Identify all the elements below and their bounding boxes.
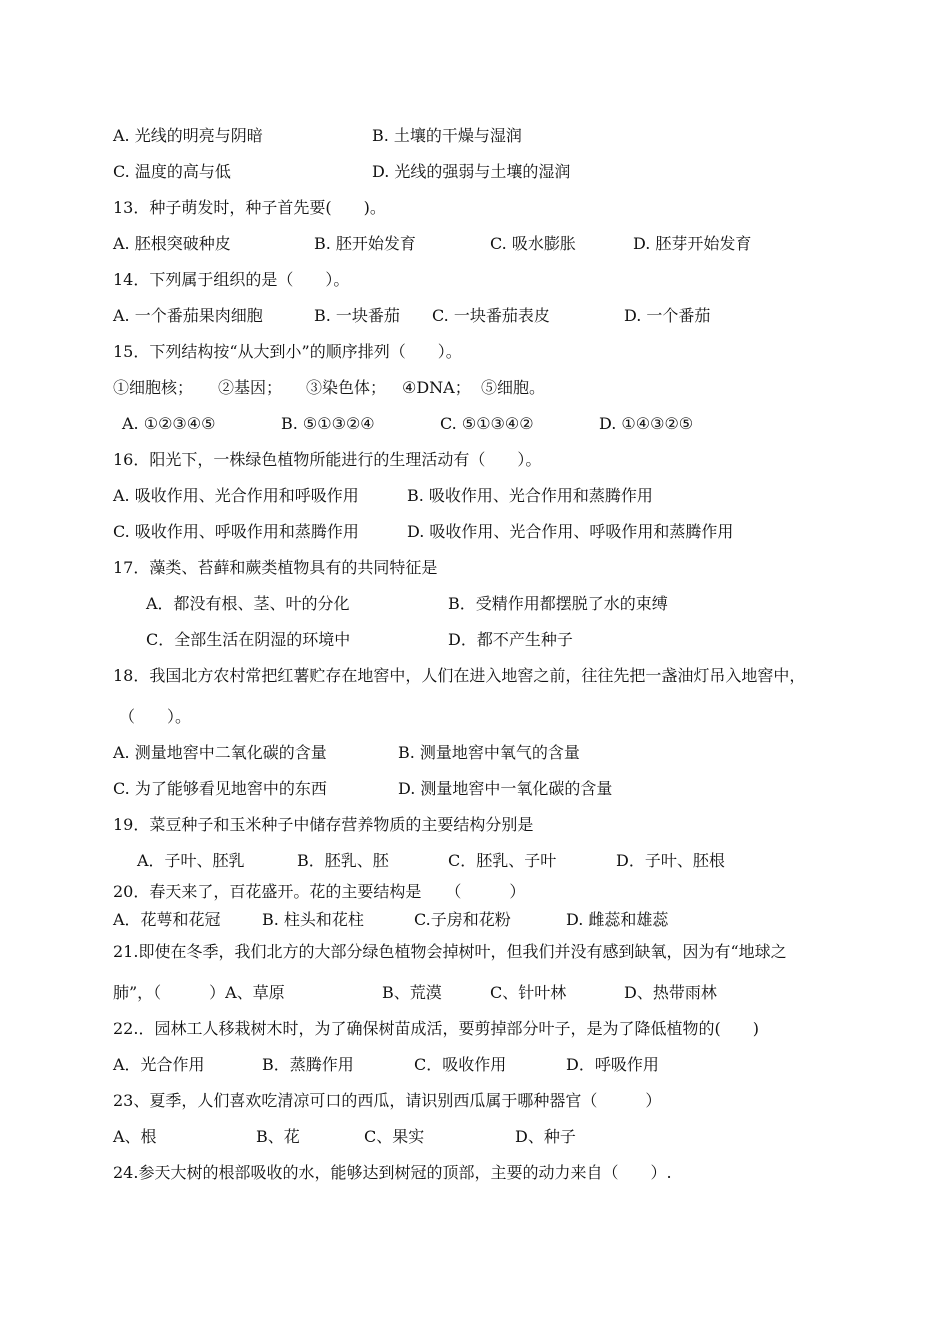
q19-option-d: D．子叶、胚根 xyxy=(616,851,725,870)
q23-option-c: C、果实 xyxy=(364,1127,425,1146)
q14-option-a: A. 一个番茄果肉细胞 xyxy=(113,306,263,325)
q17-option-a: A．都没有根、茎、叶的分化 xyxy=(146,594,350,613)
question-16: 16．阳光下，一株绿色植物所能进行的生理活动有（ ）。 xyxy=(113,450,542,469)
q20-option-d: D. 雌蕊和雄蕊 xyxy=(566,910,669,929)
q17-option-d: D．都不产生种子 xyxy=(448,630,573,649)
q23-option-d: D、种子 xyxy=(515,1127,576,1146)
q15-option-c: C. ⑤①③④② xyxy=(440,414,534,433)
q18-option-d: D. 测量地窖中一氧化碳的含量 xyxy=(398,779,613,798)
question-19: 19．菜豆种子和玉米种子中储存营养物质的主要结构分别是 xyxy=(113,815,534,834)
q15-item-5: ⑤细胞。 xyxy=(481,378,546,397)
q16-option-a: A. 吸收作用、光合作用和呼吸作用 xyxy=(113,486,359,505)
q14-option-d: D. 一个番茄 xyxy=(624,306,711,325)
q16-option-c: C. 吸收作用、呼吸作用和蒸腾作用 xyxy=(113,522,359,541)
question-21: 21.即使在冬季，我们北方的大部分绿色植物会掉树叶，但我们并没有感到缺氧，因为有“地球之 xyxy=(113,942,787,961)
q14-option-c: C. 一块番茄表皮 xyxy=(432,306,550,325)
question-15: 15．下列结构按“从大到小”的顺序排列（ ）。 xyxy=(113,342,462,361)
q20-option-a: A．花萼和花冠 xyxy=(113,910,221,929)
q13-option-d: D. 胚芽开始发育 xyxy=(633,234,752,253)
question-20: 20．春天来了，百花盛开。花的主要结构是 （ ） xyxy=(113,882,526,901)
q22-option-d: D．呼吸作用 xyxy=(566,1055,659,1074)
q12-option-d: D. 光线的强弱与土壤的湿润 xyxy=(372,162,571,181)
question-18-blank: （ ）。 xyxy=(119,707,192,726)
q21-option-b: B、荒漠 xyxy=(382,983,442,1002)
q18-option-b: B. 测量地窖中氧气的含量 xyxy=(398,743,580,762)
q23-option-a: A、根 xyxy=(113,1127,157,1146)
q21-option-a: 肺”，（ ）A、草原 xyxy=(113,983,285,1002)
q13-option-c: C. 吸水膨胀 xyxy=(490,234,576,253)
q21-option-c: C、针叶林 xyxy=(490,983,567,1002)
q17-option-c: C．全部生活在阴湿的环境中 xyxy=(146,630,351,649)
q12-option-c: C. 温度的高与低 xyxy=(113,162,231,181)
q21-option-d: D、热带雨林 xyxy=(624,983,717,1002)
q19-option-b: B．胚乳、胚 xyxy=(297,851,389,870)
q12-option-b: B. 土壤的干燥与湿润 xyxy=(372,126,522,145)
q15-item-2: ②基因； xyxy=(218,378,283,397)
q18-option-c: C. 为了能够看见地窖中的东西 xyxy=(113,779,327,798)
q16-option-d: D. 吸收作用、光合作用、呼吸作用和蒸腾作用 xyxy=(407,522,734,541)
q15-option-b: B. ⑤①③②④ xyxy=(281,414,375,433)
question-17: 17．藻类、苔藓和蕨类植物具有的共同特征是 xyxy=(113,558,438,577)
q13-option-a: A. 胚根突破种皮 xyxy=(113,234,231,253)
q19-option-a: A．子叶、胚乳 xyxy=(137,851,245,870)
q23-option-b: B、花 xyxy=(256,1127,300,1146)
q15-item-4: ④DNA； xyxy=(402,378,471,397)
q13-option-b: B. 胚开始发育 xyxy=(314,234,416,253)
q14-option-b: B. 一块番茄 xyxy=(314,306,400,325)
q19-option-c: C．胚乳、子叶 xyxy=(448,851,557,870)
question-24: 24.参天大树的根部吸收的水，能够达到树冠的顶部，主要的动力来自（ ）. xyxy=(113,1163,672,1182)
q15-option-d: D. ①④③②⑤ xyxy=(599,414,694,433)
question-13: 13．种子萌发时，种子首先要( )。 xyxy=(113,198,386,217)
question-14: 14．下列属于组织的是（ ）。 xyxy=(113,270,350,289)
q16-option-b: B. 吸收作用、光合作用和蒸腾作用 xyxy=(407,486,653,505)
q22-option-a: A．光合作用 xyxy=(113,1055,205,1074)
question-23: 23、夏季，人们喜欢吃清凉可口的西瓜，请识别西瓜属于哪种器官（ ） xyxy=(113,1091,662,1110)
q20-option-c: C.子房和花粉 xyxy=(414,910,511,929)
q15-item-1: ①细胞核； xyxy=(113,378,194,397)
q15-item-3: ③染色体； xyxy=(306,378,387,397)
q17-option-b: B．受精作用都摆脱了水的束缚 xyxy=(448,594,668,613)
q15-option-a: A. ①②③④⑤ xyxy=(122,414,216,433)
q18-option-a: A. 测量地窖中二氧化碳的含量 xyxy=(113,743,327,762)
q12-option-a: A. 光线的明亮与阴暗 xyxy=(113,126,263,145)
q20-option-b: B. 柱头和花柱 xyxy=(262,910,364,929)
question-18: 18．我国北方农村常把红薯贮存在地窖中，人们在进入地窖之前，往往先把一盏油灯吊入地窖中， xyxy=(113,666,806,685)
q22-option-b: B．蒸腾作用 xyxy=(262,1055,354,1074)
q22-option-c: C．吸收作用 xyxy=(414,1055,507,1074)
question-22: 22.．园林工人移栽树木时，为了确保树苗成活，要剪掉部分叶子，是为了降低植物的( ) xyxy=(113,1019,759,1038)
